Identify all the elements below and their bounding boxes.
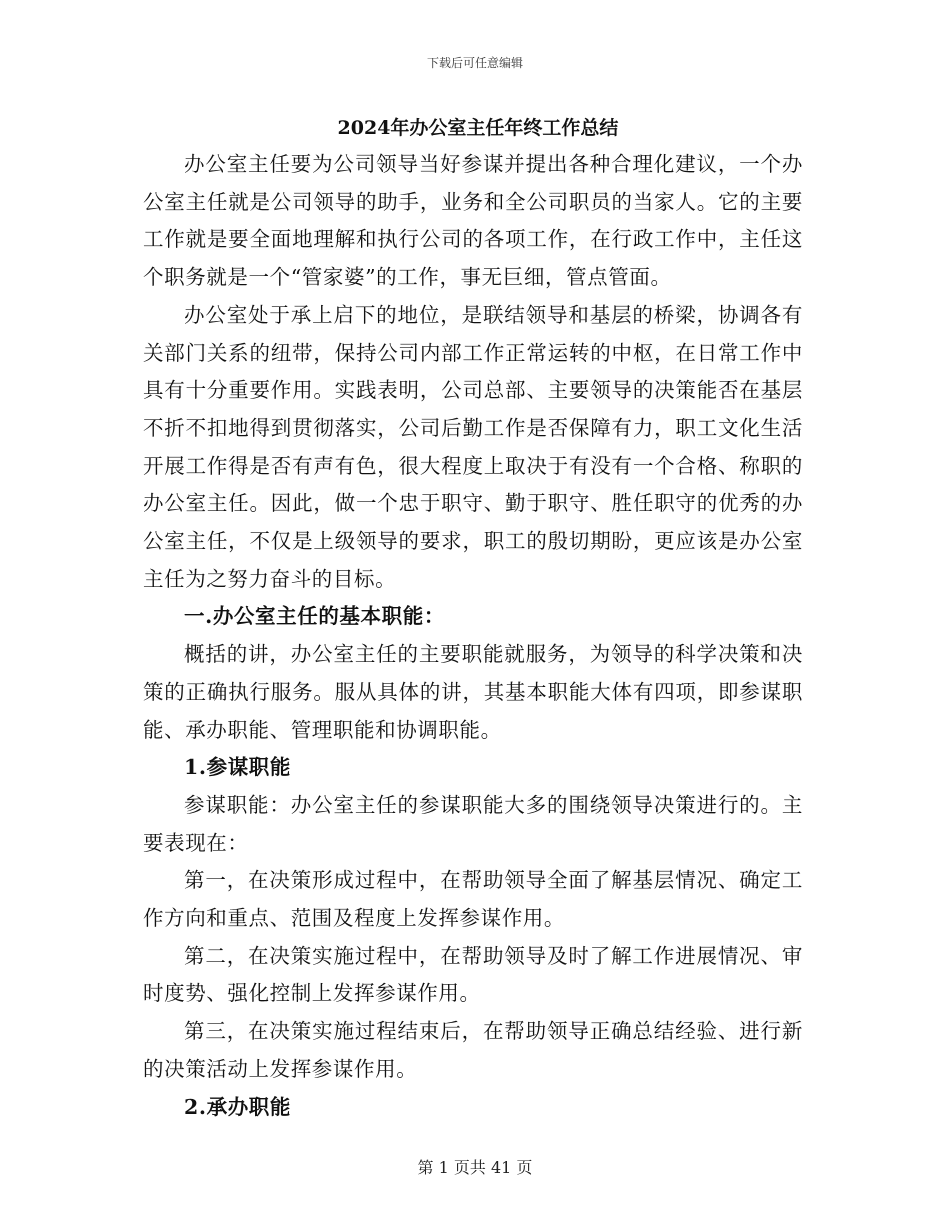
document-title: 2024年办公室主任年终工作总结	[337, 117, 619, 139]
subsection-heading: 2.承办职能	[184, 1094, 292, 1119]
paragraph: 第三，在决策实施过程结束后，在帮助领导正确总结经验、进行新的决策活动上发挥参谋作用。	[143, 1019, 803, 1081]
section-heading: 一.办公室主任的基本职能：	[184, 604, 445, 629]
paragraph: 办公室处于承上启下的地位，是联结领导和基层的桥梁，协调各有关部门关系的纽带，保持公司内部工作正常运转的中枢，在日常工作中具有十分重要作用。实践表明，公司总部、主要领导的决策能否在基层不折不扣地得到贯彻落实，公司后勤工作是否保障有力，职工文化生活开展工作得是否有声有色，很大程度上取决于有没有一个合格、称职的办公室主任。因此，做一个忠于职守、勤于职守、胜任职守的优秀的办公室主任，不仅是上级领导的要求，职工的殷切期盼，更应该是办公室主任为之努力奋斗的目标。	[143, 302, 803, 591]
paragraph: 第二，在决策实施过程中，在帮助领导及时了解工作进展情况、审时度势、强化控制上发挥参谋作用。	[143, 943, 803, 1006]
header-note: 下载后可任意编辑	[426, 56, 523, 70]
paragraph: 办公室主任要为公司领导当好参谋并提出各种合理化建议，一个办公室主任就是公司领导的助手，业务和全公司职员的当家人。它的主要工作就是要全面地理解和执行公司的各项工作，在行政工作中，主任这个职务就是一个“管家婆”的工作，事无巨细，管点管面。	[143, 152, 803, 290]
document-body	[143, 110, 803, 1126]
page-number: 第 1 页共 41 页	[417, 1158, 533, 1177]
subsection-heading: 1.参谋职能	[184, 755, 292, 780]
paragraph: 第一，在决策形成过程中，在帮助领导全面了解基层情况、确定工作方向和重点、范围及程度上发挥参谋作用。	[143, 868, 803, 931]
paragraph: 概括的讲，办公室主任的主要职能就服务，为领导的科学决策和决策的正确执行服务。服从具体的讲，其基本职能大体有四项，即参谋职能、承办职能、管理职能和协调职能。	[143, 642, 803, 742]
paragraph: 参谋职能：办公室主任的参谋职能大多的围绕领导决策进行的。主要表现在：	[143, 792, 803, 855]
